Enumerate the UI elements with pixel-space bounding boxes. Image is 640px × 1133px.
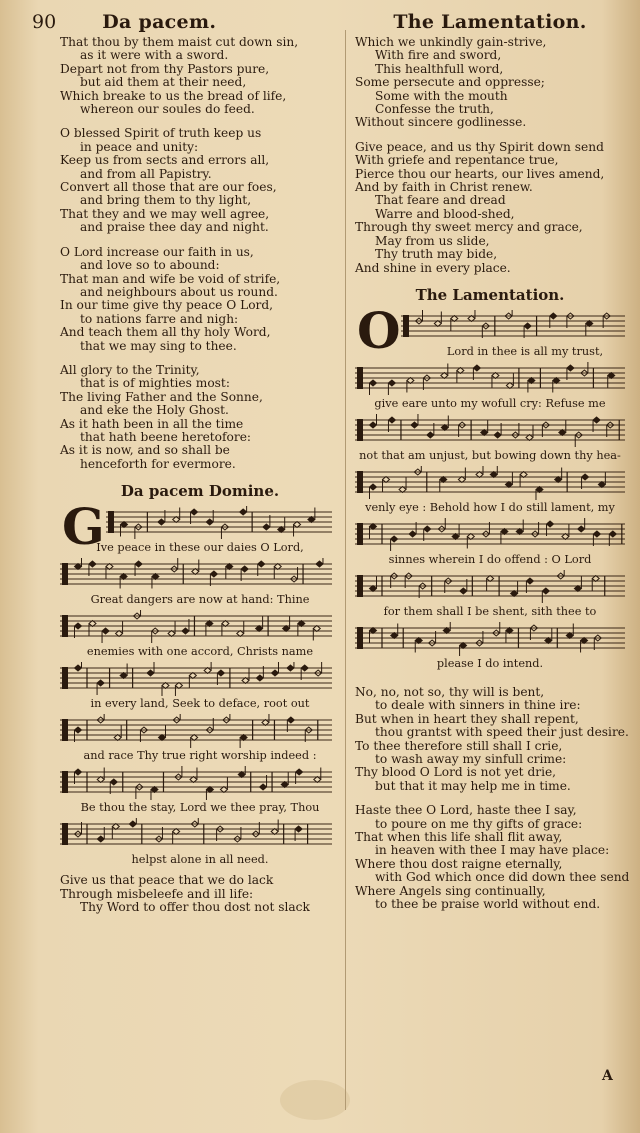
verse-line: Convert all those that are our foes, (60, 180, 277, 195)
verse-line: to thee be praise world without end. (375, 897, 601, 911)
note-head (210, 571, 217, 577)
clef-mark (62, 667, 68, 689)
verse-line: Thy truth may bide, (375, 247, 498, 262)
music-staff (60, 662, 340, 696)
left-verses (60, 36, 340, 471)
verse-line: Confesse the truth, (375, 102, 494, 117)
note-head (287, 665, 294, 671)
hymn-title-da-pacem: Da pacem Domine. (120, 482, 280, 501)
verse-line: Warre and blood-shed, (375, 206, 515, 221)
verse-line: Give peace, and us thy Spirit down send (355, 139, 604, 154)
clef-mark (357, 575, 363, 597)
hymn-title-lamentation: The Lamentation. (415, 285, 565, 304)
verse-line: in peace and unity: (80, 139, 199, 154)
music-staff (60, 818, 340, 852)
note-head (217, 670, 224, 676)
music-staff (355, 622, 625, 656)
verse-line: to wash away my sinfull crime: (375, 751, 567, 766)
verse-line: Without sincere godlinesse. (355, 115, 527, 130)
lyric-line: enemies with one accord, Christs name (86, 645, 314, 659)
note-head (295, 826, 302, 832)
note-head (129, 821, 136, 827)
stanza (355, 36, 625, 130)
note-head (370, 484, 377, 490)
note-head (110, 779, 117, 785)
note-head (411, 422, 418, 428)
note-head (582, 474, 589, 480)
verse-line: As it hath been in all the time (60, 416, 244, 431)
verse-line: to deale with sinners in thine ire: (375, 698, 581, 713)
note-head (391, 536, 398, 542)
note-head (567, 365, 574, 371)
music-staff (355, 518, 625, 552)
music-staff (60, 714, 340, 748)
music-staff (355, 414, 625, 448)
lyric-line: for them shall I be shent, sith thee to (383, 604, 597, 618)
note-head (550, 313, 557, 319)
right-verses (355, 36, 625, 275)
verse-line: in heaven with thee I may have place: (375, 843, 610, 858)
clef-mark (357, 471, 363, 493)
verse-line: O blessed Spirit of truth keep us (60, 126, 262, 141)
clef-mark (357, 367, 363, 389)
note-head (182, 628, 189, 634)
lamentation-music (355, 300, 625, 672)
verse-line: With griefe and repentance true, (355, 153, 559, 168)
lyric-line: not that am unjust, but bowing down thy hea- (359, 448, 621, 462)
note-head (263, 524, 270, 530)
stanza (60, 246, 340, 353)
music-staff (355, 362, 625, 396)
note-head (547, 521, 554, 527)
verse-line: The living Father and the Sonne, (60, 389, 263, 404)
note-head (524, 323, 531, 329)
verse-line: In our time give thy peace O Lord, (60, 298, 274, 313)
stanza (355, 803, 630, 911)
verse-line: Keep us from sects and errors all, (60, 153, 270, 168)
note-head (301, 665, 308, 671)
note-head (427, 432, 434, 438)
verse-line: That they and we may well agree, (60, 206, 270, 221)
verse-line: Haste thee O Lord, haste thee I say, (355, 803, 577, 818)
verse-line: Some with the mouth (375, 88, 508, 103)
note-head (256, 675, 263, 681)
note-head (473, 365, 480, 371)
note-head (260, 784, 267, 790)
note-head (593, 417, 600, 423)
lyric-line: helpst alone in all need. (131, 853, 269, 867)
lamentation-verses (355, 684, 630, 912)
verse-line: Through thy sweet mercy and grace, (355, 220, 583, 235)
clef-mark (357, 419, 363, 441)
note-head (316, 561, 323, 567)
verse-line: as it were with a sword. (80, 48, 229, 63)
note-head (526, 578, 533, 584)
music-staff (355, 570, 625, 604)
verse-line: No, no, not so, thy will is bent, (355, 684, 545, 699)
clef-mark (403, 315, 409, 337)
note-head (97, 680, 104, 686)
verse-line: with God which once did down thee send (375, 870, 630, 885)
clef-mark (108, 511, 114, 533)
note-head (75, 665, 82, 671)
verse-line: and from all Papistry. (80, 166, 212, 181)
note-head (370, 422, 377, 428)
verse-line: Where Angels sing continually, (355, 883, 546, 898)
verse-line: Some persecute and oppresse; (355, 75, 545, 90)
verse-line: and praise thee day and night. (80, 220, 269, 235)
verse-line: but aid them at their need, (80, 75, 247, 90)
note-head (75, 727, 82, 733)
verse-line: Depart not from thy Pastors pure, (60, 61, 270, 76)
verse-line: Which we unkindly gain-strive, (355, 35, 547, 49)
lyric-line: Lord in thee is all my trust, (446, 344, 604, 358)
clef-mark (357, 523, 363, 545)
clef-mark (62, 615, 68, 637)
note-head (147, 670, 154, 676)
verse-line: With fire and sword, (375, 48, 502, 63)
verse-line: That man and wife be void of strife, (60, 271, 281, 286)
note-head (609, 531, 616, 537)
verse-line: Thy blood O Lord is not yet drie, (355, 765, 557, 780)
drop-cap: O (357, 300, 401, 360)
verse-line: All glory to the Trinity, (60, 362, 200, 377)
verse-line: thou grantst with speed their just desire. (375, 725, 629, 740)
note-head (258, 561, 265, 567)
lyric-line: give eare unto my wofull cry: Refuse me (374, 396, 606, 410)
lyric-line: Great dangers are now at hand: Thine (90, 593, 310, 607)
drop-cap: G (62, 497, 105, 557)
verse-line: that is of mighties most: (80, 376, 230, 391)
verse-line: Give us that peace that we do lack (60, 873, 274, 888)
note-head (370, 380, 377, 386)
stanza (60, 36, 340, 116)
note-head (388, 417, 395, 423)
verse-line: but that it may help me in time. (375, 778, 571, 793)
verse-line: But when in heart they shall repent, (355, 711, 579, 726)
clef-mark (62, 771, 68, 793)
note-head (158, 519, 165, 525)
verse-line: Which breake to us the bread of life, (60, 88, 287, 103)
note-head (287, 717, 294, 723)
note-head (89, 561, 96, 567)
verse-line: That thou by them maist cut down sin, (60, 35, 299, 49)
music-staff (355, 310, 625, 344)
verse-line: And by faith in Christ renew. (355, 180, 533, 195)
lyric-line: in every land, Seek to deface, root out (90, 697, 310, 711)
music-staff (355, 466, 625, 500)
verse-line: and neighbours about us round. (80, 284, 278, 299)
note-head (75, 769, 82, 775)
note-head (102, 628, 109, 634)
verse-line: This healthfull word, (375, 61, 504, 76)
verse-line: Where thou dost raigne eternally, (355, 856, 563, 871)
right-header (355, 8, 625, 36)
lyric-line: sinnes wherein I do offend : O Lord (388, 552, 592, 566)
da-pacem-music (60, 497, 340, 868)
lyric-line: please I do intend. (436, 656, 544, 670)
note-head (460, 588, 467, 594)
left-header (32, 8, 340, 36)
verse-line: To thee therefore still shall I crie, (355, 738, 563, 753)
music-staff (60, 506, 340, 540)
paper-stain (280, 1080, 350, 1120)
verse-line: henceforth for evermore. (80, 456, 236, 471)
verse-line: to nations farre and nigh: (80, 311, 239, 326)
clef-mark (357, 627, 363, 649)
verse-line: to poure on me thy gifts of grace: (375, 816, 583, 831)
lyric-line: and race Thy true right worship indeed : (83, 749, 317, 763)
verse-line: That when this life shall flit away, (355, 829, 563, 844)
music-staff (60, 610, 340, 644)
clef-mark (62, 823, 68, 845)
stanza (355, 684, 629, 793)
note-head (388, 380, 395, 386)
clef-mark (62, 719, 68, 741)
verse-line: and bring them to thy light, (80, 193, 252, 208)
catchword: A (602, 1068, 613, 1084)
stanza (60, 364, 340, 471)
verse-line: May from us slide, (375, 233, 490, 248)
verse-line: Pierce thou our hearts, our lives amend, (355, 166, 605, 181)
note-head (75, 623, 82, 629)
verse-line: Thy Word to offer thou dost not slack (80, 900, 310, 914)
page-number: 90 (32, 11, 57, 33)
note-head (97, 836, 104, 842)
verse-line: that we may sing to thee. (80, 338, 237, 353)
lyric-line: Be thou the stay, Lord we thee pray, Thou (80, 801, 320, 815)
note-head (271, 670, 278, 676)
note-head (191, 509, 198, 515)
note-head (593, 531, 600, 537)
note-head (240, 509, 247, 515)
note-head (135, 561, 142, 567)
lyric-line: Ive peace in these our daies O Lord, (96, 541, 304, 555)
verse-line: that hath beene heretofore: (80, 429, 252, 444)
stanza (355, 141, 625, 275)
verse-line: And shine in every place. (355, 260, 511, 275)
note-head (296, 769, 303, 775)
da-pacem-after-verse (60, 874, 340, 914)
lyric-line: venly eye : Behold how I do still lament, my (365, 500, 615, 514)
note-head (494, 432, 501, 438)
verse-line: Through misbeleefe and ill life: (60, 886, 254, 901)
column-rule (345, 30, 346, 1110)
verse-line: As it is now, and so shall be (60, 443, 230, 458)
note-head (241, 566, 248, 572)
verse-line: That feare and dread (375, 193, 506, 208)
note-head (542, 588, 549, 594)
verse-line: And teach them all thy holy Word, (60, 325, 271, 340)
note-head (424, 526, 431, 532)
music-staff (60, 766, 340, 800)
verse-line: O Lord increase our faith in us, (60, 244, 254, 259)
running-head-left: Da pacem. (102, 11, 217, 33)
verse-line: whereon our soules do feed. (80, 102, 255, 117)
verse-line: and eke the Holy Ghost. (80, 403, 229, 418)
note-head (578, 526, 585, 532)
right-column (355, 8, 630, 922)
note-head (206, 519, 213, 525)
music-staff (60, 558, 340, 592)
left-column (32, 8, 340, 914)
clef-mark (62, 563, 68, 585)
note-head (409, 531, 416, 537)
running-head-right: The Lamentation. (393, 11, 587, 33)
stanza (60, 127, 340, 234)
verse-line: and love so to abound: (80, 258, 220, 273)
